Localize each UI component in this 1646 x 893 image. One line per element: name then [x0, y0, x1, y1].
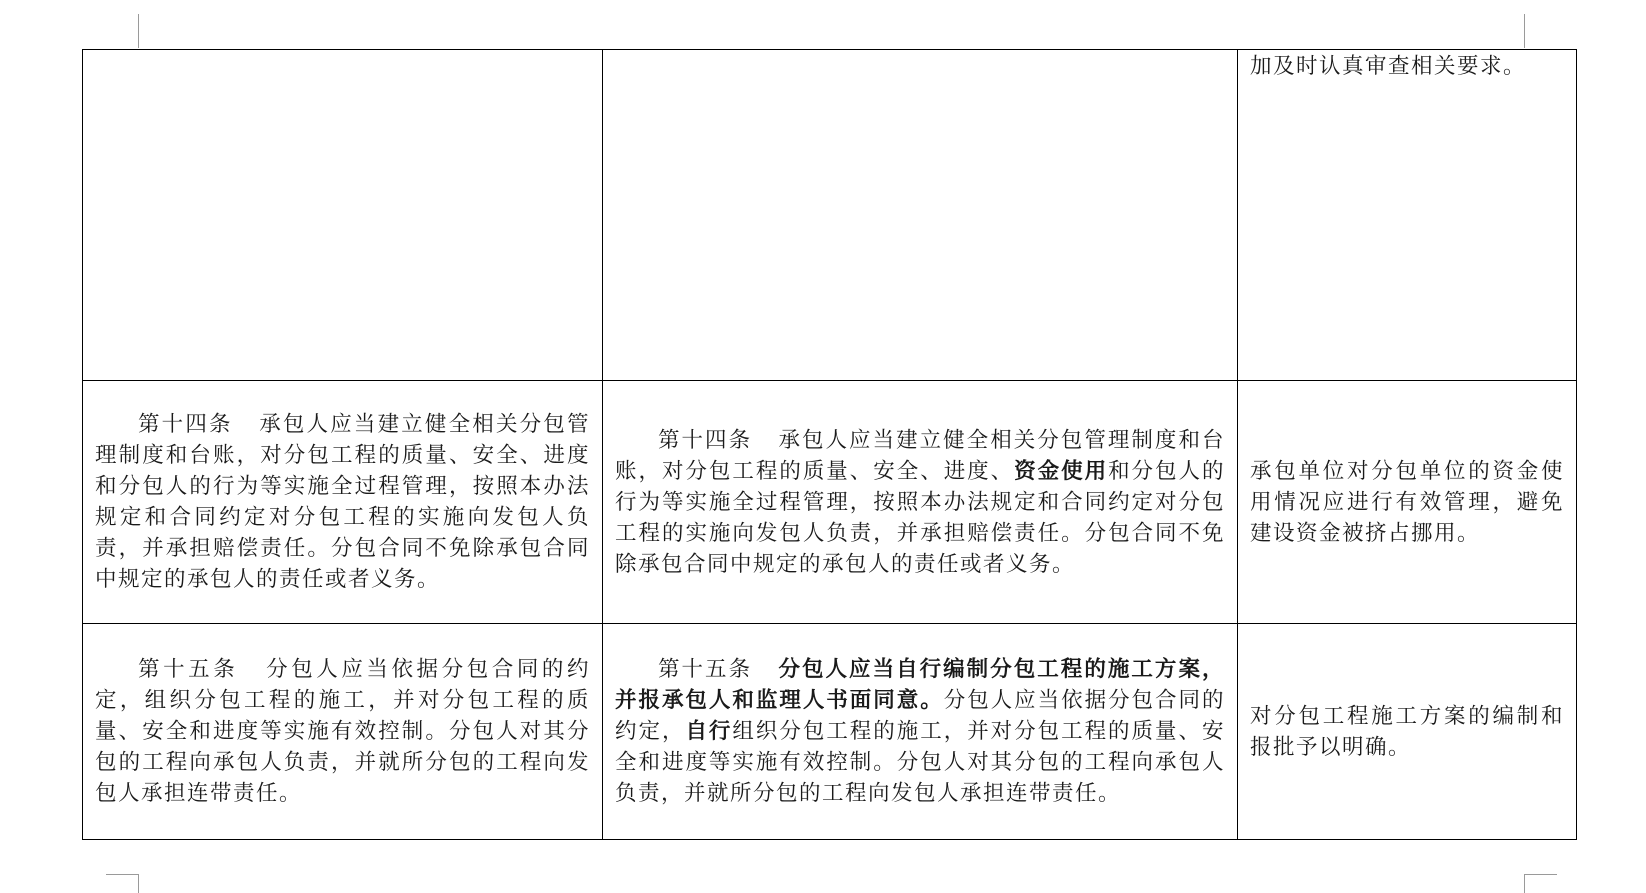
crop-mark-top-right: [1524, 14, 1557, 48]
note-text: 加及时认真审查相关要求。: [1250, 54, 1527, 79]
revised-text-cell: [603, 381, 1238, 624]
article-number: 第十五条: [138, 657, 239, 682]
article-paragraph: [615, 654, 1225, 809]
original-text-cell: [83, 50, 603, 381]
article-text: 分包人应当依据分包合同的约定，: [615, 688, 1225, 744]
note-cell: [1238, 624, 1577, 840]
article-text: 分包人应当依据分包合同的约定，组织分包工程的施工，并对分包工程的质量、安全和进度等实施有效控制。分包人对其分包的工程向承包人负责，并就所分包的工程向发包人承担连带责任。: [95, 657, 590, 806]
revised-emphasis: 分包人应当自行编制分包工程的施工方案，并报承包人和监理人书面同意。: [615, 657, 1225, 713]
note-cell: [1238, 381, 1577, 624]
revised-emphasis: 自行: [685, 719, 733, 744]
comparison-table: [82, 49, 1577, 840]
article-number: 第十五条: [658, 657, 753, 682]
note-text: 承包单位对分包单位的资金使用情况应进行有效管理，避免建设资金被挤占挪用。: [1250, 458, 1564, 546]
article-number: 第十四条: [138, 412, 233, 437]
article-text: 承包人应当建立健全相关分包管理制度和台账，对分包工程的质量、安全、进度和分包人的行为等实施全过程管理，按照本办法规定和合同约定对分包工程的实施向发包人负责，并承担赔偿责任。分包合同不免除承包合同中规定的承包人的责任或者义务。: [95, 412, 590, 592]
crop-mark-bottom-right: [1524, 874, 1557, 893]
article-paragraph: [95, 654, 590, 809]
article-text: 和分包人的行为等实施全过程管理，按照本办法规定和合同约定对分包工程的实施向发包人负责，并承担赔偿责任。分包合同不免除承包合同中规定的承包人的责任或者义务。: [615, 458, 1225, 577]
table-row: [83, 381, 1577, 624]
revised-text-cell: [603, 624, 1238, 840]
note-text: 对分包工程施工方案的编制和报批予以明确。: [1250, 703, 1564, 760]
article-text: 组织分包工程的施工，并对分包工程的质量、安全和进度等实施有效控制。分包人对其分包的工程向承包人负责，并就所分包的工程向发包人承担连带责任。: [615, 719, 1225, 806]
crop-mark-top-left: [106, 14, 139, 48]
article-paragraph: [615, 425, 1225, 580]
table-row: [83, 50, 1577, 381]
article-text: 承包人应当建立健全相关分包管理制度和台账，对分包工程的质量、安全、进度、: [615, 427, 1225, 484]
table-row: [83, 624, 1577, 840]
crop-mark-bottom-left: [106, 874, 139, 893]
article-paragraph: [95, 409, 590, 595]
revised-emphasis: 资金使用: [1014, 458, 1109, 484]
original-text-cell: [83, 381, 603, 624]
revised-text-cell: [603, 50, 1238, 381]
original-text-cell: [83, 624, 603, 840]
note-cell: [1238, 50, 1577, 381]
article-number: 第十四条: [658, 427, 753, 453]
